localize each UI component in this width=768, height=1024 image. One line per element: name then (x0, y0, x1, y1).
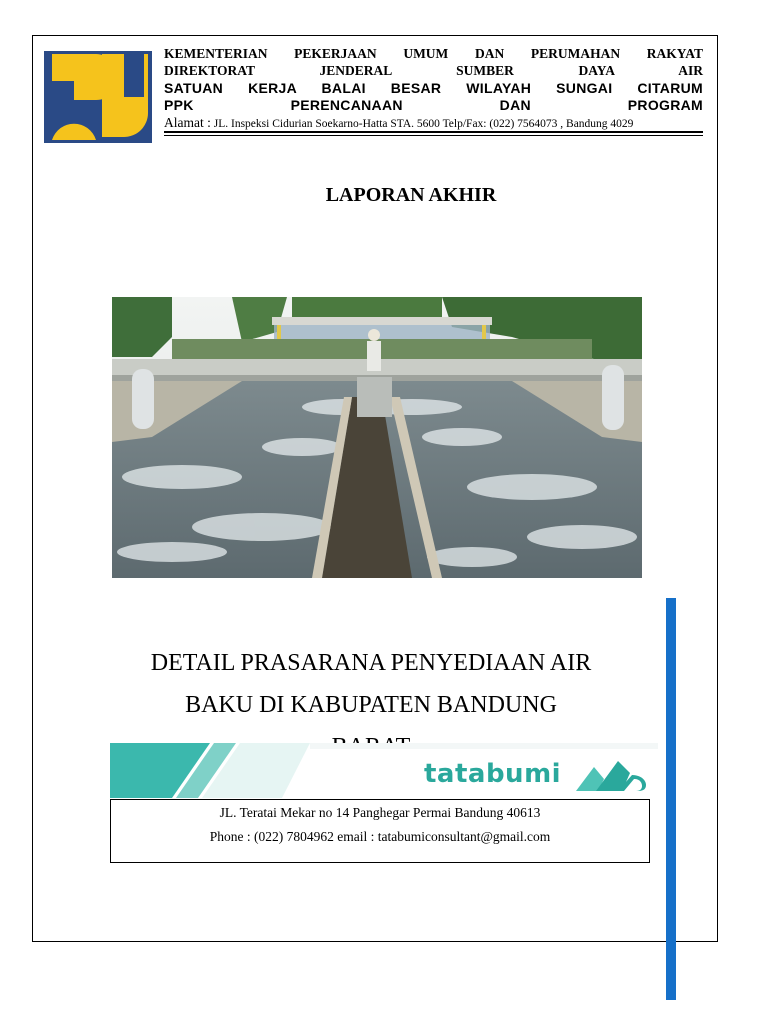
consultant-logo: tatabumi (424, 759, 562, 789)
consultant-contact: Phone : (022) 7804962 email : tatabumiconsultant@gmail.com (209, 829, 551, 844)
project-title-line-1: DETAIL PRASARANA PENYEDIAAN AIR (150, 650, 592, 676)
ministry-name: KEMENTERIAN PEKERJAAN UMUM DAN PERUMAHAN RAKYAT (164, 46, 703, 61)
consultant-logo-mark (572, 757, 648, 793)
address-label: Alamat : (164, 115, 211, 130)
unit-name: SATUAN KERJA BALAI BESAR WILAYAH SUNGAI CITARUM (164, 80, 703, 96)
ministry-logo (44, 51, 152, 143)
directorate-name: DIREKTORAT JENDERAL SUMBER DAYA AIR (164, 63, 703, 78)
accent-bar (666, 598, 676, 1000)
consultant-contact-box (110, 799, 650, 863)
document-type: LAPORAN AKHIR (325, 184, 497, 206)
header-address (164, 115, 703, 131)
consultant-banner (110, 743, 658, 798)
ppk-name: PPK PERENCANAAN DAN PROGRAM (164, 97, 703, 113)
header-rule (164, 131, 703, 133)
water-treatment-photo (112, 297, 642, 578)
address-text: JL. Inspeksi Cidurian Soekarno-Hatta STA. 5600 Telp/Fax: (022) 7564073 , Bandung 4029 (213, 118, 634, 130)
header-rule-thin (164, 135, 703, 136)
project-title-line-2: BAKU DI KABUPATEN BANDUNG (185, 692, 557, 718)
consultant-address: JL. Teratai Mekar no 14 Panghegar Permai Bandung 40613 (219, 805, 541, 820)
